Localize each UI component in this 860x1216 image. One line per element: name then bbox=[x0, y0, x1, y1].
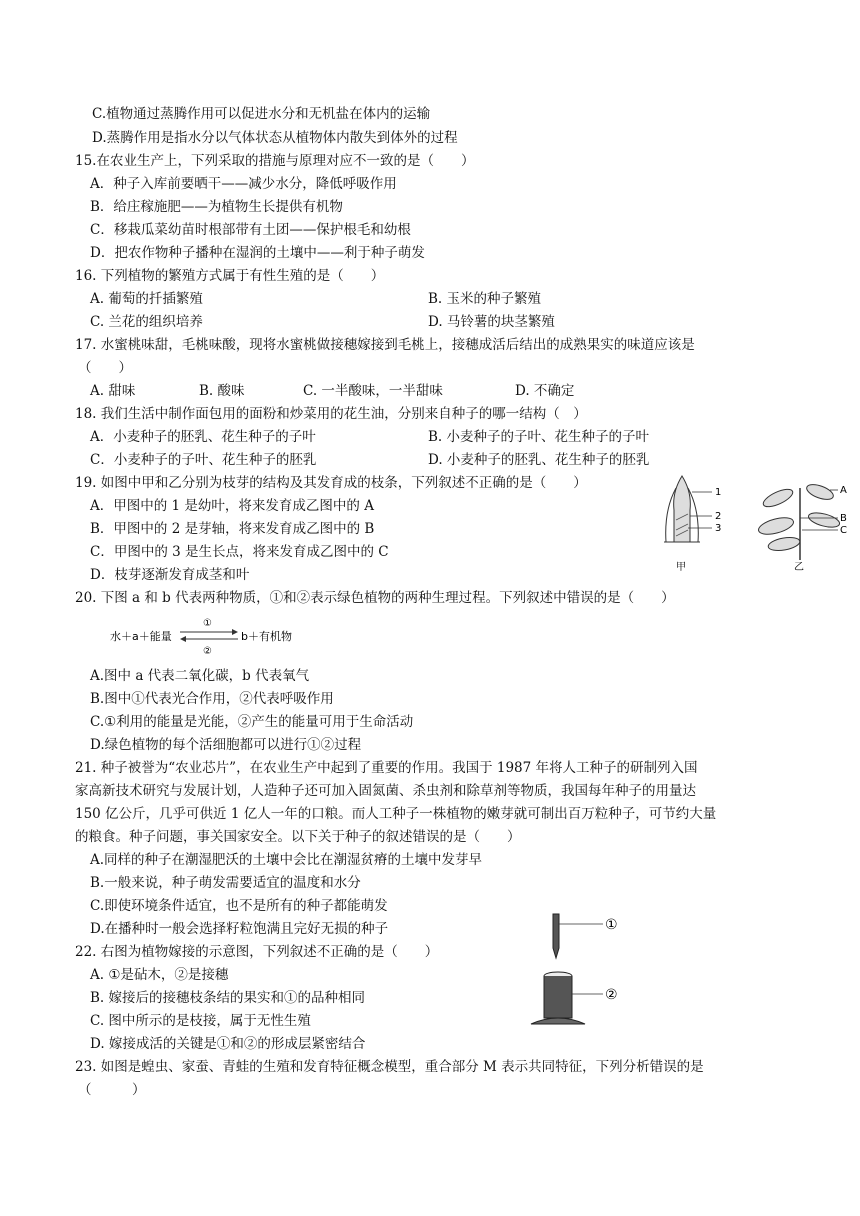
q20-option-b: B.图中①代表光合作用，②代表呼吸作用 bbox=[90, 691, 334, 707]
caption-jia: 甲 bbox=[676, 562, 686, 573]
q17-option-a: A. 甜味 bbox=[90, 383, 136, 399]
branch-diagram-yi bbox=[757, 482, 847, 573]
q16-stem: 16. 下列植物的繁殖方式属于有性生殖的是（ ） bbox=[75, 268, 385, 284]
q19-option-c: C．甲图中的 3 是生长点，将来发育成乙图中的 C bbox=[90, 544, 389, 560]
q22-stem: 22. 右图为植物嫁接的示意图，下列叙述不正确的是（ ） bbox=[75, 944, 439, 960]
q21-option-c: C.即使环境条件适宜，也不是所有的种子都能萌发 bbox=[90, 898, 388, 914]
q16-option-d: D. 马铃薯的块茎繁殖 bbox=[428, 314, 555, 330]
reaction-right: b＋有机物 bbox=[241, 630, 292, 643]
q21-option-d: D.在播种时一般会选择籽粒饱满且完好无损的种子 bbox=[90, 921, 389, 937]
q18-option-b: B. 小麦种子的子叶、花生种子的子叶 bbox=[428, 429, 650, 445]
q19-option-b: B．甲图中的 2 是芽轴，将来发育成乙图中的 B bbox=[90, 521, 375, 537]
q23-stem: 23. 如图是蝗虫、家蚕、青蛙的生殖和发育特征概念模型，重合部分 M 表示共同特征，下列分析错误的是 bbox=[75, 1059, 704, 1075]
branch-label-c: C bbox=[840, 525, 847, 536]
q16-option-a: A. 葡萄的扦插繁殖 bbox=[90, 291, 203, 307]
q22-option-a: A. ①是砧木，②是接穗 bbox=[90, 967, 229, 983]
process-1-label: ① bbox=[203, 618, 212, 629]
bud-label-2: 2 bbox=[715, 511, 722, 522]
branch-label-b: B bbox=[840, 513, 847, 524]
q18-option-d: D. 小麦种子的胚乳、花生种子的胚乳 bbox=[428, 452, 650, 468]
q18-option-c: C．小麦种子的子叶、花生种子的胚乳 bbox=[90, 452, 317, 468]
q21-stem-line1: 21. 种子被誉为“农业芯片”，在农业生产中起到了重要的作用。我国于 1987 年将人工种子的研制列入国 bbox=[75, 760, 698, 776]
q22-figure bbox=[525, 910, 645, 1030]
q21-option-a: A.同样的种子在潮湿肥沃的土壤中会比在潮湿贫瘠的土壤中发芽早 bbox=[90, 852, 483, 868]
q17-stem: 17. 水蜜桃味甜，毛桃味酸，现将水蜜桃做接穗嫁接到毛桃上，接穗成活后结出的成熟果实的味道应该是 bbox=[75, 337, 695, 353]
q20-option-a: A.图中 a 代表二氧化碳，b 代表氧气 bbox=[90, 668, 310, 684]
q21-stem-line4: 的粮食。种子问题，事关国家安全。以下关于种子的叙述错误的是（ ） bbox=[75, 829, 521, 845]
q17-option-b: B. 酸味 bbox=[199, 383, 245, 399]
bud-label-1: 1 bbox=[715, 487, 722, 498]
q19-option-a: A．甲图中的 1 是幼叶，将来发育成乙图中的 A bbox=[90, 498, 374, 514]
q18-option-a: A．小麦种子的胚乳、花生种子的子叶 bbox=[90, 429, 316, 445]
q16-option-c: C. 兰花的组织培养 bbox=[90, 314, 203, 330]
stock-label: ② bbox=[605, 987, 618, 1003]
q20-option-d: D.绿色植物的每个活细胞都可以进行①②过程 bbox=[90, 737, 362, 753]
q22-option-b: B. 嫁接后的接穗枝条结的果实和①的品种相同 bbox=[90, 990, 366, 1006]
reaction-left: 水＋a＋能量 bbox=[110, 630, 172, 643]
q22-option-c: C. 图中所示的是枝接，属于无性生殖 bbox=[90, 1013, 311, 1029]
branch-label-a: A bbox=[840, 485, 847, 496]
q21-stem-line3: 150 亿公斤，几乎可供近 1 亿人一年的口粮。而人工种子一株植物的嫩芽就可制出百万粒种子，可节约大量 bbox=[75, 806, 717, 822]
caption-yi: 乙 bbox=[794, 562, 804, 573]
q15-option-b: B．给庄稼施肥——为植物生长提供有机物 bbox=[90, 199, 343, 215]
q15-stem: 15.在农业生产上，下列采取的措施与原理对应不一致的是（ ） bbox=[75, 153, 475, 169]
q20-option-c: C.①利用的能量是光能，②产生的能量可用于生命活动 bbox=[90, 714, 414, 730]
bud-diagram-jia bbox=[664, 476, 721, 573]
q22-option-d: D. 嫁接成活的关键是①和②的形成层紧密结合 bbox=[90, 1036, 366, 1052]
q21-option-b: B.一般来说，种子萌发需要适宜的温度和水分 bbox=[90, 875, 361, 891]
q19-option-d: D．枝芽逐渐发育成茎和叶 bbox=[90, 567, 250, 583]
q14-option-d: D.蒸腾作用是指水分以气体状态从植物体内散失到体外的过程 bbox=[92, 130, 458, 146]
q14-option-c: C.植物通过蒸腾作用可以促进水分和无机盐在体内的运输 bbox=[92, 106, 431, 122]
q19-figure bbox=[652, 470, 852, 580]
process-2-label: ② bbox=[203, 646, 212, 657]
q18-stem: 18. 我们生活中制作面包用的面粉和炒菜用的花生油，分别来自种子的哪一结构（ ） bbox=[75, 406, 587, 422]
q17-option-d: D. 不确定 bbox=[515, 383, 575, 399]
q15-option-a: A．种子入库前要晒干——减少水分，降低呼吸作用 bbox=[90, 176, 397, 192]
q15-option-d: D．把农作物种子播种在湿润的土壤中——利于种子萌发 bbox=[90, 245, 425, 261]
q20-stem: 20. 下图 a 和 b 代表两种物质，①和②表示绿色植物的两种生理过程。下列叙述中错误的是（ ） bbox=[75, 590, 675, 606]
q17-option-c: C. 一半酸味，一半甜味 bbox=[303, 383, 443, 399]
q19-stem: 19. 如图中甲和乙分别为枝芽的结构及其发育成的枝条，下列叙述不正确的是（ ） bbox=[75, 475, 587, 491]
q15-option-c: C．移栽瓜菜幼苗时根部带有土团——保护根毛和幼根 bbox=[90, 222, 411, 238]
q21-stem-line2: 家高新技术研究与发展计划，人造种子还可加入固氮菌、杀虫剂和除草剂等物质，我国每年种子的用量达 bbox=[75, 783, 696, 799]
q17-paren: （ ） bbox=[78, 360, 132, 376]
scion-label: ① bbox=[605, 917, 618, 933]
bud-label-3: 3 bbox=[715, 523, 722, 534]
q23-paren: （ ） bbox=[78, 1082, 146, 1098]
q16-option-b: B. 玉米的种子繁殖 bbox=[428, 291, 542, 307]
q20-figure bbox=[110, 612, 330, 660]
